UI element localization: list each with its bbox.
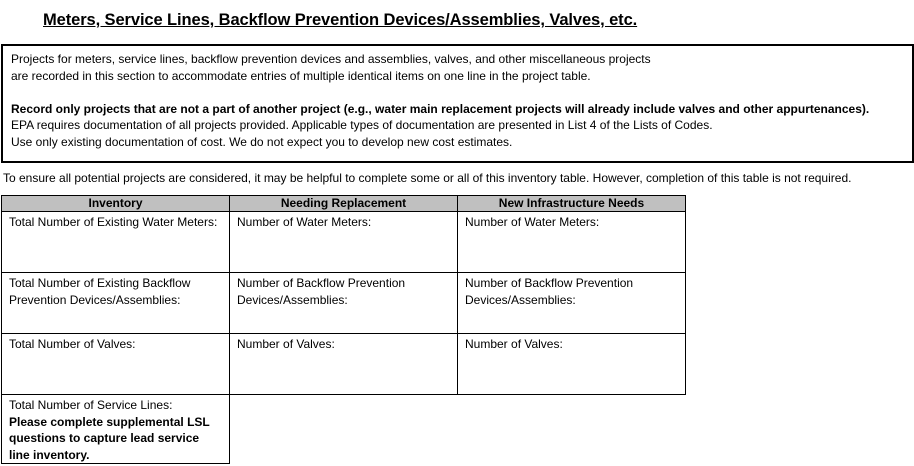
cell-label: Number of Backflow Prevention Devices/Assemblies: — [237, 276, 406, 307]
cell-label: Number of Water Meters: — [237, 215, 372, 229]
instructions-line: Projects for meters, service lines, backflow prevention devices and assemblies, valves, and other miscellaneous projects — [11, 52, 651, 66]
empty-cell — [230, 395, 458, 464]
inventory-note: To ensure all potential projects are considered, it may be helpful to complete some or all of this inventory table. However, completion of this table is not required. — [3, 171, 852, 185]
lsl-note: Please complete supplemental LSL questions to capture lead service line inventory. — [9, 414, 210, 462]
table-row — [2, 395, 686, 464]
column-header-new-infrastructure: New Infrastructure Needs — [458, 196, 686, 212]
column-header-inventory: Inventory — [2, 196, 230, 212]
table-row — [2, 212, 686, 273]
cell-label: Number of Water Meters: — [465, 215, 600, 229]
inventory-table — [1, 195, 686, 464]
instructions-box — [1, 44, 914, 163]
table-cell[interactable] — [230, 273, 458, 334]
cell-label: Number of Backflow Prevention Devices/Assemblies: — [465, 276, 634, 307]
table-cell[interactable] — [230, 212, 458, 273]
cell-label: Number of Valves: — [465, 337, 563, 351]
table-cell[interactable] — [2, 273, 230, 334]
table-cell[interactable] — [458, 334, 686, 395]
instructions-line: Use only existing documentation of cost. We do not expect you to develop new cost estimates. — [11, 134, 513, 149]
table-cell[interactable] — [458, 273, 686, 334]
table-cell[interactable] — [230, 334, 458, 395]
instructions-bold-line: Record only projects that are not a part of another project (e.g., water main replacement projects will already include valves and other appurtenances). — [11, 101, 870, 116]
cell-label: Total Number of Valves: — [9, 337, 136, 351]
cell-label: Total Number of Existing Water Meters: — [9, 215, 218, 229]
table-cell[interactable] — [2, 334, 230, 395]
table-cell[interactable] — [458, 212, 686, 273]
cell-content — [2, 395, 229, 463]
page-title: Meters, Service Lines, Backflow Prevention Devices/Assemblies, Valves, etc. — [43, 11, 638, 29]
cell-label: Total Number of Existing Backflow Prevention Devices/Assemblies: — [9, 276, 191, 307]
instructions-line: EPA requires documentation of all projects provided. Applicable types of documentation are presented in List 4 of the Lists of Codes. — [11, 118, 713, 132]
empty-cell — [458, 395, 686, 464]
table-cell[interactable] — [2, 212, 230, 273]
cell-label: Total Number of Service Lines: — [9, 398, 173, 412]
column-header-needing-replacement: Needing Replacement — [230, 196, 458, 212]
instructions-line: are recorded in this section to accommodate entries of multiple identical items on one line in the project table. — [11, 68, 591, 83]
table-cell-service-lines[interactable] — [2, 395, 230, 464]
cell-label: Number of Valves: — [237, 337, 335, 351]
table-row — [2, 334, 686, 395]
table-header-row — [2, 196, 686, 212]
table-row — [2, 273, 686, 334]
